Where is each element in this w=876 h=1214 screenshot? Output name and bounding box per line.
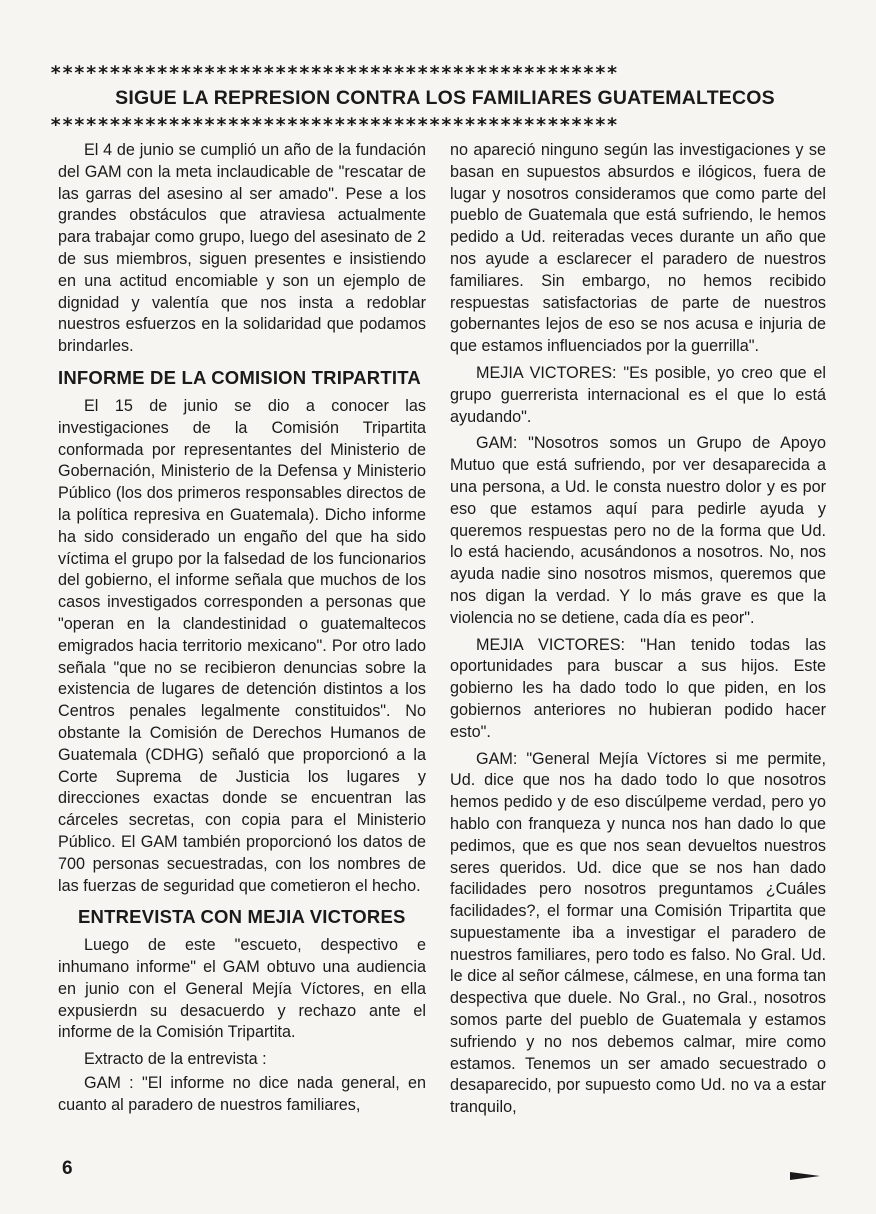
intro-paragraph: El 4 de junio se cumplió un año de la fundación del GAM con la meta inclaudicable de "rescatar de las garras del asesino al ser amado". Pese a los grandes obstáculos que atraviesa actualmente para trabajar como grupo, luego del asesinato de 2 de sus miembros, siguen presentes e insistiendo en una actitud encomiable y son un ejemplo de dignidad y valentía que nos insta a redoblar nuestros esfuerzos en la solidaridad que podamos brindarles. (58, 141, 426, 356)
continue-arrow-icon (790, 1172, 820, 1180)
star-divider-top: ************************************************ (50, 62, 619, 84)
gam-quote-2: GAM: "Nosotros somos un Grupo de Apoyo Mutuo que está sufriendo, por ver desaparecida a una persona, a Ud. le consta nuestro dolor y es por eso que estamos aquí para pedirle ayuda y queremos respuestas pero no de la forma que Ud. lo está haciendo, acusándonos a nosotros. No, nos ayuda nadie sino nosotros mismos, queremos que nos digan la verdad. Y lo más grave es que la violencia no se detiene, cada día es peor". (450, 434, 826, 627)
right-column (450, 140, 826, 1124)
gam-quote-3: GAM: "General Mejía Víctores si me permite, Ud. dice que nos ha dado todo lo que nosotros hemos pedido y de eso discúlpeme verdad, pero yo hablo con franqueza y nunca nos han dado lo que pedimos, que es que nos sean devueltos nuestros seres queridos. Ud. dice que se nos han dado facilidades pero nosotros preguntamos ¿Cuáles facilidades?, el formar una Comisión Tripartita que supuestamente iba a investigar el paradero de nuestros familiares, pero todo es falso. No Gral. Ud. le dice al señor cálmese, cálmese, en una forma tan despectiva que duele. No Gral., no Gral., nosotros somos parte del pueblo de Guatemala y estamos sufriendo y no nos debemos calmar, mire como estamos. Tenemos un ser amado secuestrado o desaparecido, por supuesto como Ud. no va a estar tranquilo, (450, 749, 826, 1117)
gam-quote-continued: no apareció ninguno según las investigaciones y se basan en supuestos absurdos e ilógicos, fuera de lugar y nosotros consideramos que como parte del pueblo de Guatemala que está sufriendo, le hemos pedido a Ud. reiteradas veces durante un año que nos ayude a esclarecer el paradero de nuestros familiares. Sin embargo, no hemos recibido respuestas satisfactorias de parte de nuestros gobernantes lejos de eso se nos acusa e injuria de que estamos influenciados por la guerrilla". (450, 141, 826, 356)
page-number: 6 (62, 1158, 73, 1179)
entrevista-intro-paragraph: Luego de este "escueto, despectivo e inhumano informe" el GAM obtuvo una audiencia en junio con el General Mejía Víctores, en ella expusierdn su desacuerdo y rechazo ante el informe de la Comisión Tripartita. (58, 936, 426, 1042)
section-heading-informe: INFORME DE LA COMISION TRIPARTITA (58, 366, 421, 388)
left-column (58, 140, 426, 1122)
mejia-reply-2: MEJIA VICTORES: "Han tenido todas las oportunidades para buscar a sus hijos. Este gobierno les ha dado todo lo que piden, en los gobiernos anteriores no hubieran podido hacer esto". (450, 635, 826, 741)
article-title: SIGUE LA REPRESION CONTRA LOS FAMILIARES GUATEMALTECOS (115, 87, 775, 109)
mejia-reply-1: MEJIA VICTORES: "Es posible, yo creo que el grupo guerrerista internacional es el que lo está ayudando". (450, 363, 826, 426)
gam-quote-start: GAM : "El informe no dice nada general, en cuanto al paradero de nuestros familiares, (58, 1074, 426, 1114)
star-divider-bottom: ************************************************ (50, 114, 619, 136)
section-heading-entrevista: ENTREVISTA CON MEJIA VICTORES (78, 906, 406, 928)
extracto-label: Extracto de la entrevista : (84, 1050, 267, 1069)
informe-paragraph: El 15 de junio se dio a conocer las investigaciones de la Comisión Tripartita conformada por representantes del Ministerio de Gobernación, Ministerio de la Defensa y Ministerio Público (los dos primeros responsables directos de la política represiva en Guatemala). Dicho informe ha sido considerado un engaño del que ha sido víctima el grupo por la falsedad de los funcionarios del gobierno, el informe señala que muchos de los casos investigados corresponden a personas que "operan en la clandestinidad o guatemaltecos emigrados hacia territorio mexicano". Por otro lado señala "que no se recibieron denuncias sobre la existencia de lugares de detención distintos a los Centros penales legalmente constituidos". No obstante la Comisión de Derechos Humanos de Guatemala (CDHG) señaló que proporcionó a la Corte Suprema de Justicia los lugares y direcciones exactas donde se encuentran las cárceles secretas, con copia para el Ministerio Público. El GAM también proporcionó los datos de 700 personas secuestradas, con los nombres de las fuerzas de seguridad que cometieron el hecho. (58, 396, 426, 895)
